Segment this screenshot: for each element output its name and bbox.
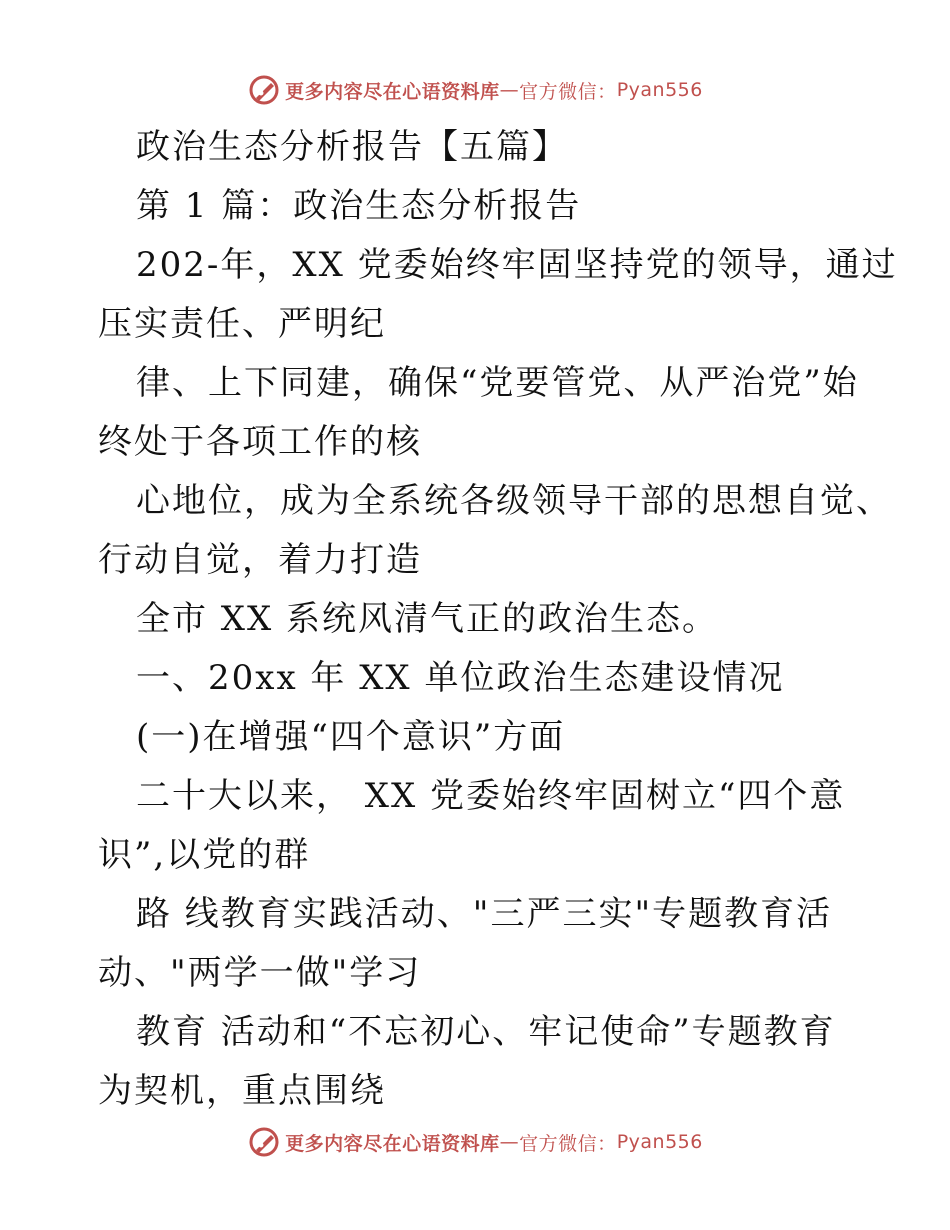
- document-line: 教育 活动和“不忘初心、牢记使命”专题教育: [136, 1012, 836, 1052]
- watermark-separator: —: [499, 79, 520, 101]
- document-line: 为契机，重点围绕: [98, 1071, 386, 1111]
- document-line: (一)在增强“四个意识”方面: [136, 717, 566, 757]
- document-line: 动、"两学一做"学习: [98, 953, 422, 993]
- watermark-header: [0, 70, 950, 110]
- watermark-footer: [0, 1122, 950, 1162]
- pen-circle-logo-icon: [247, 73, 281, 107]
- document-line: 第 1 篇：政治生态分析报告: [136, 186, 582, 226]
- watermark-official-label: 官方微信：: [519, 1132, 617, 1155]
- watermark-wechat-id: Pyan556: [616, 1131, 703, 1153]
- watermark-wechat-id: Pyan556: [616, 79, 703, 101]
- document-line: 二十大以来， XX 党委始终牢固树立“四个意: [136, 776, 846, 816]
- document-line: 心地位，成为全系统各级领导干部的思想自觉、: [136, 481, 892, 521]
- document-line: 路 线教育实践活动、"三严三实"专题教育活: [136, 894, 833, 934]
- document-body: [98, 118, 898, 1121]
- document-line: 行动自觉，着力打造: [98, 540, 422, 580]
- document-line: 律、上下同建，确保“党要管党、从严治党”始: [136, 363, 859, 403]
- watermark-brand: 更多内容尽在心语资料库: [285, 1132, 500, 1155]
- watermark-brand: 更多内容尽在心语资料库: [285, 80, 500, 103]
- document-line: 202-年，XX 党委始终牢固坚持党的领导，通过: [136, 245, 898, 285]
- document-line: 政治生态分析报告【五篇】: [136, 127, 568, 167]
- document-line: 全市 XX 系统风清气正的政治生态。: [136, 599, 719, 639]
- document-line: 压实责任、严明纪: [98, 304, 386, 344]
- document-line: 识”,以党的群: [98, 835, 311, 875]
- watermark-separator: —: [499, 1131, 520, 1153]
- document-line: 终处于各项工作的核: [98, 422, 422, 462]
- watermark-official-label: 官方微信：: [519, 80, 617, 103]
- document-line: 一、20xx 年 XX 单位政治生态建设情况: [136, 658, 785, 698]
- pen-circle-logo-icon: [247, 1125, 281, 1159]
